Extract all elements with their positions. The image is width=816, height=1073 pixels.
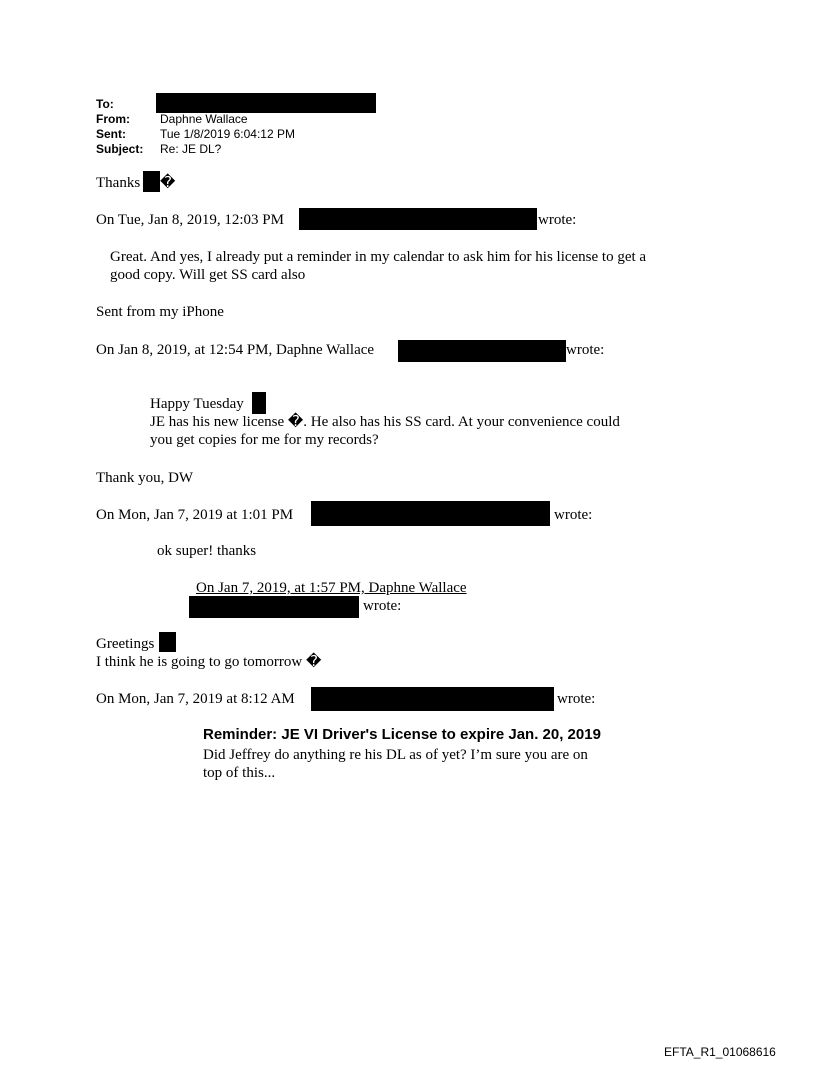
document-id: EFTA_R1_01068616 [664, 1045, 776, 1059]
quote5-wrote: wrote: [557, 691, 596, 707]
quote2-line1: JE has his new license �. He also has his SS card. At your convenience could [150, 414, 620, 430]
quote4-wrote: wrote: [363, 598, 402, 614]
quote4-attribution: On Jan 7, 2019, at 1:57 PM, Daphne Wallace [196, 580, 467, 596]
redacted-thanks-block [143, 171, 160, 192]
redacted-quote1-sender [299, 208, 537, 230]
redacted-quote2-email [398, 340, 566, 362]
quote1-line2: good copy. Will get SS card also [110, 267, 306, 283]
quote1-wrote: wrote: [538, 212, 577, 228]
thank-you-dw: Thank you, DW [96, 470, 194, 486]
thanks-text: Thanks [96, 175, 141, 191]
quote2-wrote: wrote: [566, 342, 605, 358]
to-label: To: [96, 97, 114, 111]
quote3-wrote: wrote: [554, 507, 593, 523]
reminder-line2: top of this... [203, 765, 276, 781]
reminder-line1: Did Jeffrey do anything re his DL as of yet? I’m sure you are on [203, 747, 588, 763]
sent-label: Sent: [96, 127, 126, 141]
redacted-quote5-sender [311, 687, 554, 711]
tomorrow-text: I think he is going to go tomorrow � [96, 654, 322, 670]
sent-value: Tue 1/8/2019 6:04:12 PM [160, 127, 295, 141]
redacted-greetings-name [159, 632, 176, 652]
quote2-greeting: Happy Tuesday [150, 396, 244, 412]
greetings-text: Greetings [96, 636, 155, 652]
from-label: From: [96, 112, 130, 126]
quote1-attribution: On Tue, Jan 8, 2019, 12:03 PM [96, 212, 284, 228]
quote2-attribution: On Jan 8, 2019, at 12:54 PM, Daphne Wallace [96, 342, 375, 358]
quote5-attribution: On Mon, Jan 7, 2019 at 8:12 AM [96, 691, 295, 707]
quote3-body: ok super! thanks [157, 543, 257, 559]
thanks-glyph: � [160, 175, 176, 191]
quote1-line1: Great. And yes, I already put a reminder in my calendar to ask him for his license to get a [110, 249, 647, 265]
from-value: Daphne Wallace [160, 112, 248, 126]
quote2-line2: you get copies for me for my records? [150, 432, 379, 448]
sent-from-iphone: Sent from my iPhone [96, 304, 224, 320]
subject-value: Re: JE DL? [160, 142, 222, 156]
redacted-quote2-name [252, 392, 266, 414]
reminder-title: Reminder: JE VI Driver's License to expire Jan. 20, 2019 [203, 726, 601, 743]
subject-label: Subject: [96, 142, 144, 156]
redacted-to-block [156, 93, 376, 113]
redacted-quote3-sender [311, 501, 550, 526]
quote3-attribution: On Mon, Jan 7, 2019 at 1:01 PM [96, 507, 294, 523]
redacted-quote4-email [189, 596, 359, 618]
